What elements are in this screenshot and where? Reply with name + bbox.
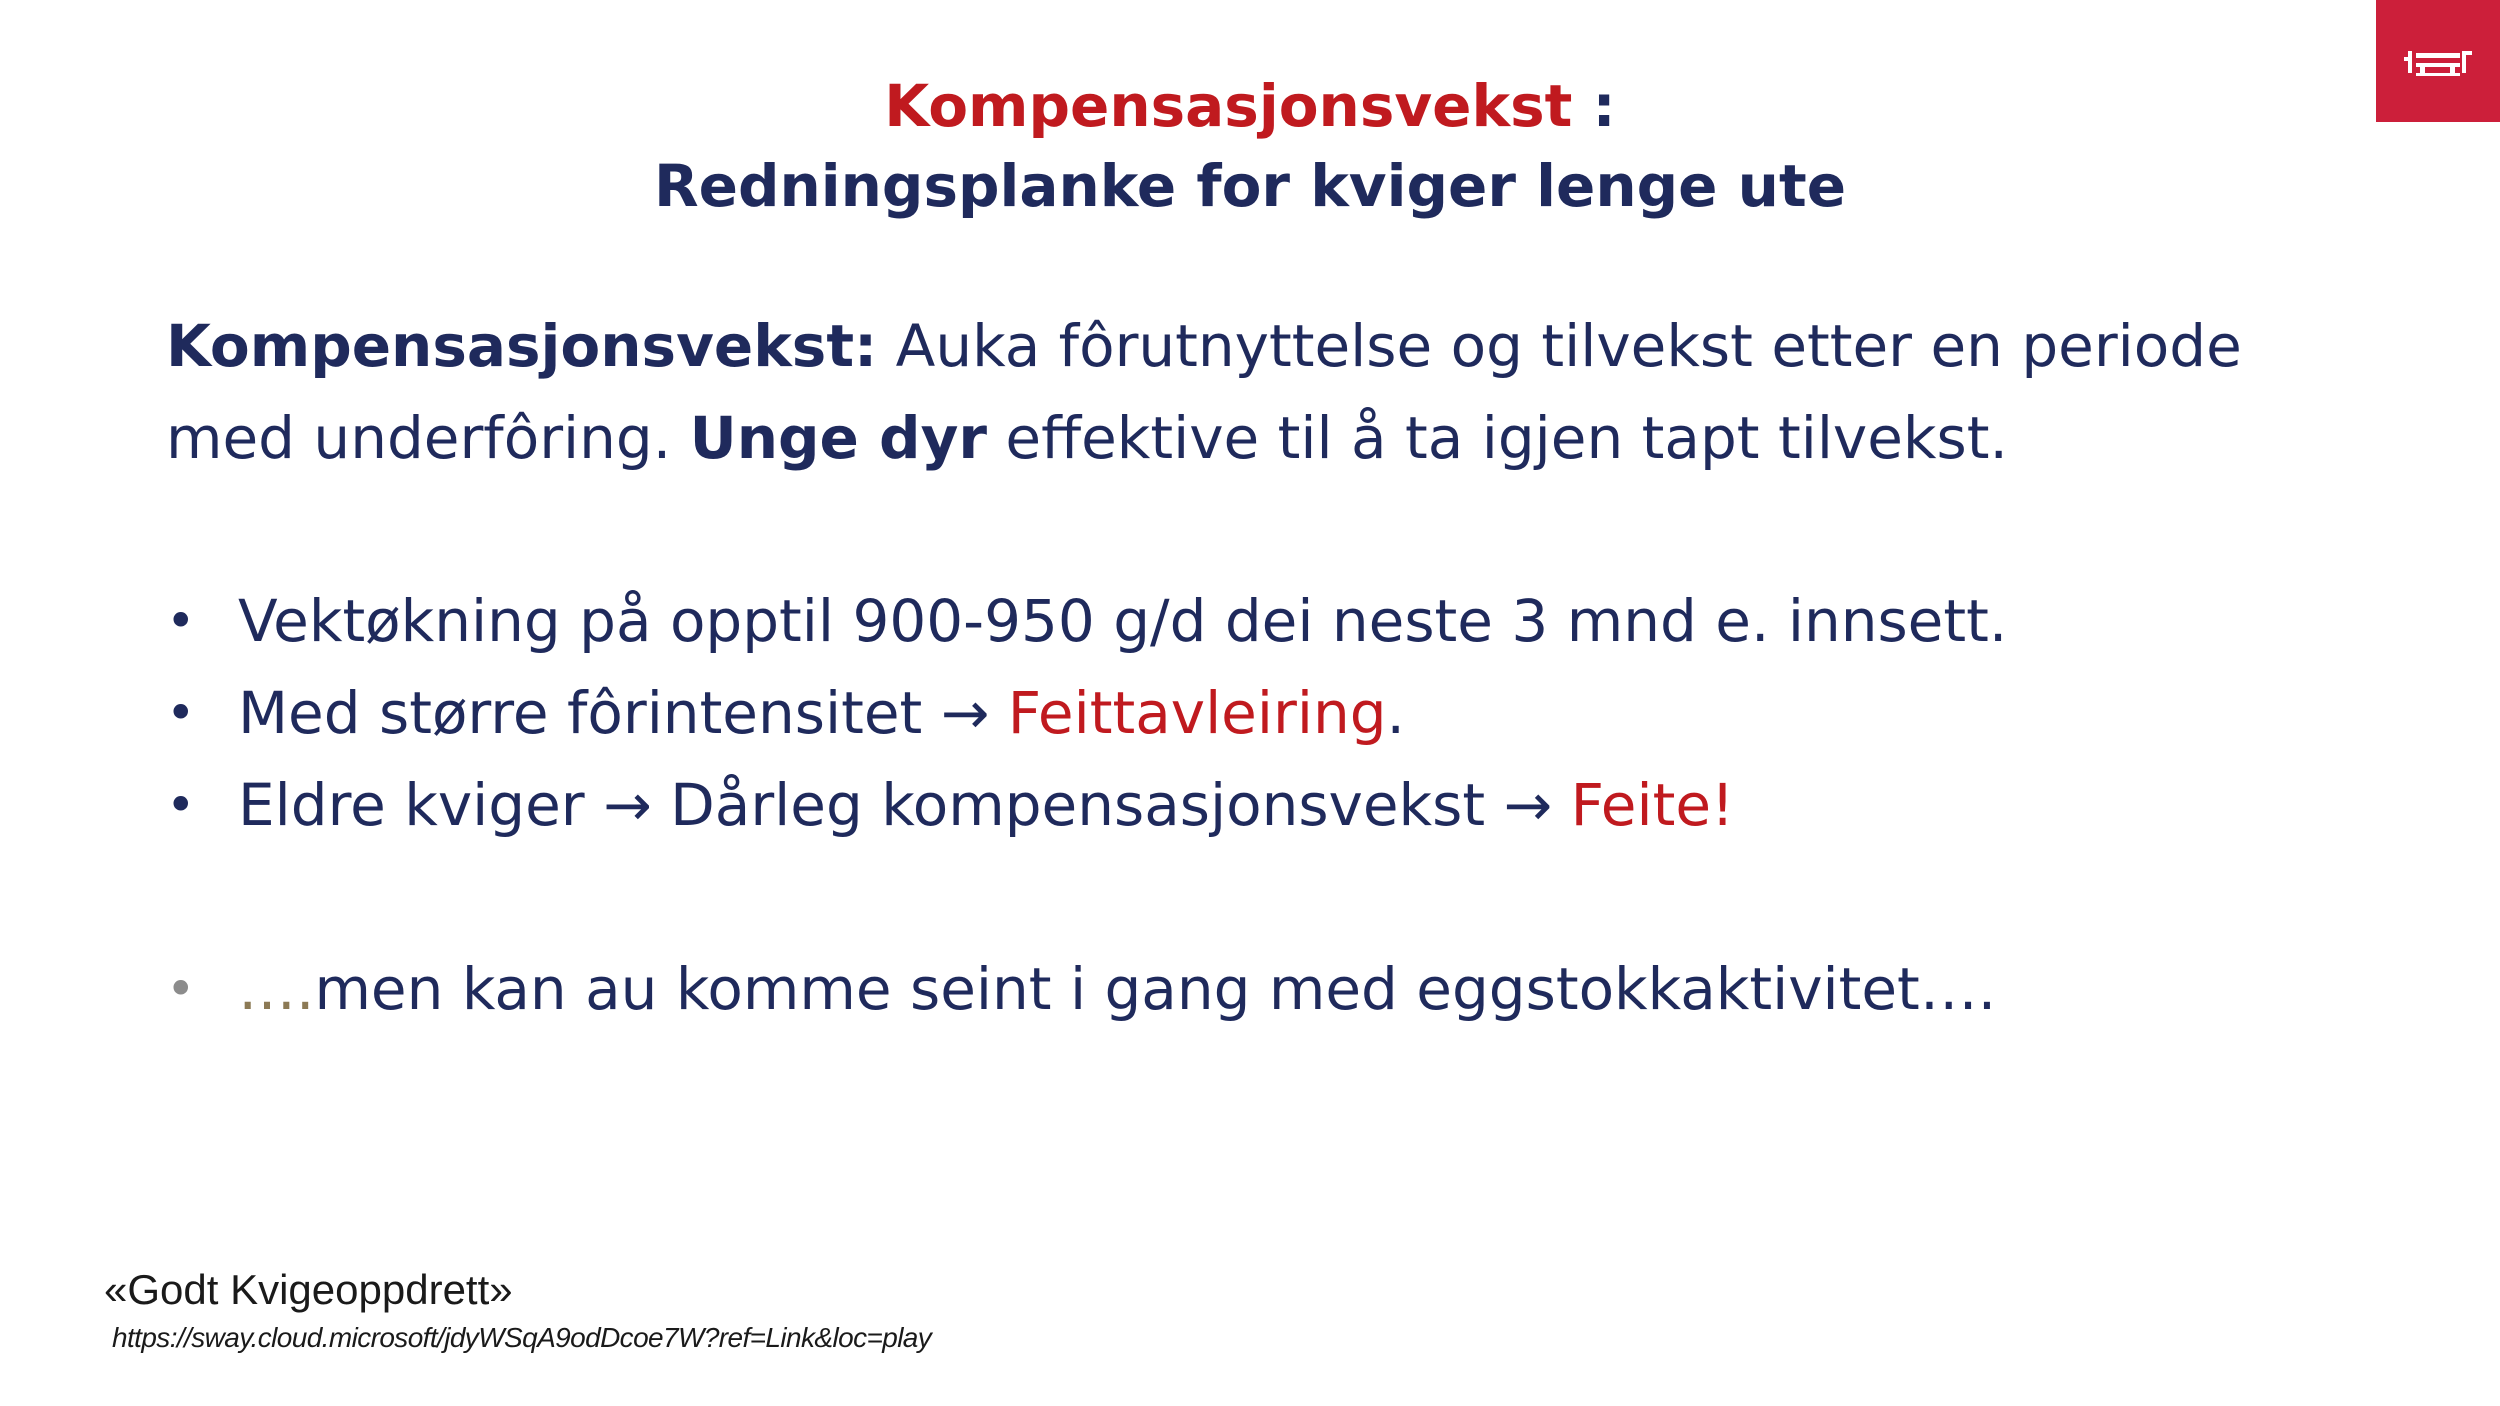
arrow-icon: →	[603, 771, 652, 839]
slide-title	[0, 66, 2500, 226]
bullet-text: Vektøkning på opptil 900-950 g/d dei neste 3 mnd e. innsett.	[238, 587, 2008, 655]
reference-title: «Godt Kvigeoppdrett»	[104, 1266, 513, 1313]
intro-text-1: Auka fôrutnyttelse og tilvekst etter en periode	[877, 312, 2242, 380]
bullet-tail: .	[1386, 679, 1405, 747]
spacer	[166, 851, 2366, 943]
intro-bold-2: Unge dyr	[689, 404, 987, 472]
bullet-text: men kan au komme seint i gang med eggstokkaktivitet….	[314, 955, 1997, 1023]
bullet-icon: •	[166, 592, 196, 650]
list-item	[166, 575, 2366, 667]
intro-paragraph	[166, 300, 2366, 484]
title-subtitle: Redningsplanke for kviger lenge ute	[653, 152, 1847, 220]
list-item	[166, 667, 2366, 759]
title-term: Kompensasjonsvekst	[884, 72, 1573, 140]
list-item	[166, 943, 2366, 1035]
reference-link[interactable]: https://sway.cloud.microsoft/jdyWSqA9odDcoe7W?ref=Link&loc=play	[112, 1322, 932, 1353]
title-colon: :	[1572, 72, 1616, 140]
bullet-text: Med større fôrintensitet	[238, 679, 941, 747]
intro-term: Kompensasjonsvekst:	[166, 312, 878, 380]
arrow-icon: →	[1503, 771, 1553, 839]
bullet-highlight: Feite!	[1570, 771, 1735, 839]
bullet-ellipsis: ….	[238, 955, 315, 1023]
bullet-text: Eldre kviger	[238, 771, 604, 839]
list-item	[166, 759, 2366, 851]
bullet-icon: •	[166, 776, 196, 834]
arrow-icon: →	[940, 679, 990, 747]
bullet-list	[166, 575, 2366, 1035]
intro-text-2: med underfôring.	[166, 404, 690, 472]
bullet-icon: •	[166, 960, 196, 1018]
intro-text-3: effektive til å ta igjen tapt tilvekst.	[987, 404, 2008, 472]
bullet-highlight: Feittavleiring	[1007, 679, 1387, 747]
bullet-icon: •	[166, 684, 196, 742]
bullet-mid: Dårleg kompensasjonsvekst	[651, 771, 1504, 839]
